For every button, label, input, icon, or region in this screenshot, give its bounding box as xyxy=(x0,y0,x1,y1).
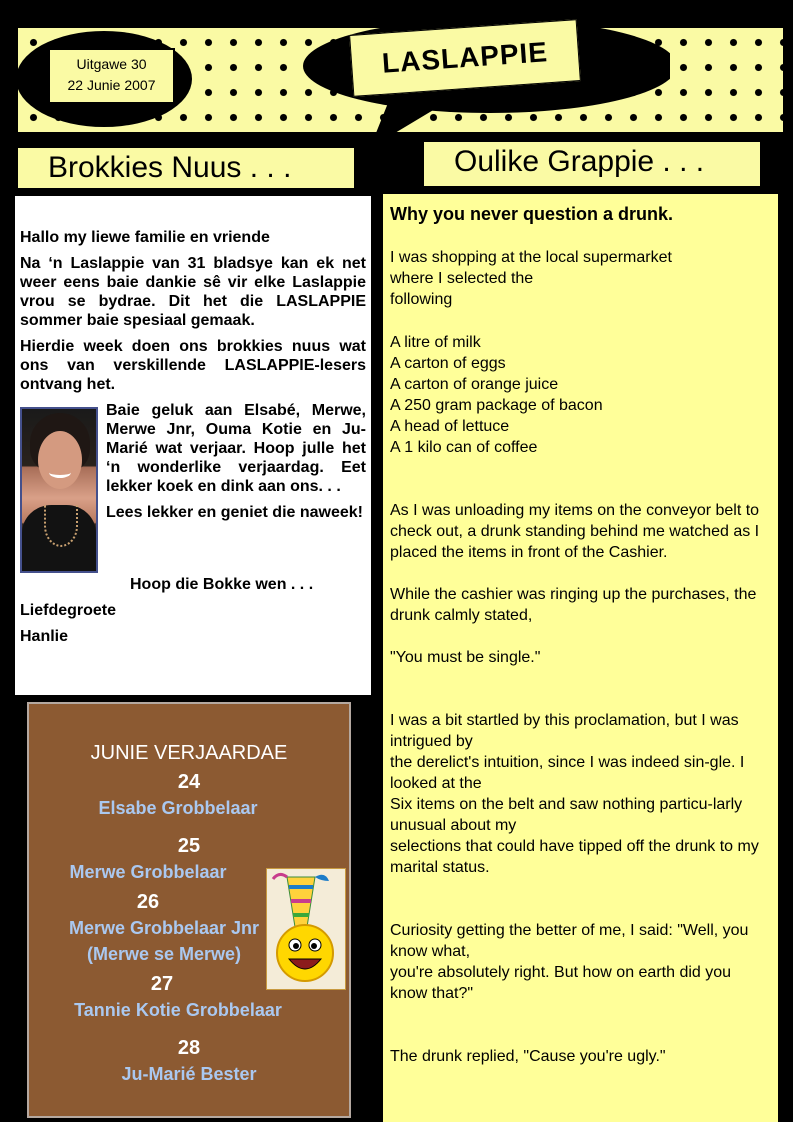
author-photo xyxy=(20,407,98,573)
joke-text: I was shopping at the local supermarket xyxy=(390,249,672,266)
joke-text: selections that could have tipped off the drunk to my marital status. xyxy=(390,838,759,876)
newsletter-title: LASLAPPIE xyxy=(349,19,581,97)
greeting: Hallo my liewe familie en vriende xyxy=(20,229,270,246)
sign-off: Liefdegroete xyxy=(20,602,117,619)
birthday-day: 25 xyxy=(177,835,201,857)
birthday-day: 27 xyxy=(150,973,174,995)
birthday-name: Elsabe Grobbelaar xyxy=(98,798,258,818)
joke-quote: "You must be single." xyxy=(390,649,541,666)
signature-name: Hanlie xyxy=(20,628,69,645)
shopping-item: A head of lettuce xyxy=(390,418,510,435)
joke-text: following xyxy=(390,291,453,308)
news-paragraph-5: Hoop die Bokke wen . . . xyxy=(130,576,314,593)
shopping-item: A litre of milk xyxy=(390,334,481,351)
joke-text: Curiosity getting the better of me, I said: "Well, you know what, xyxy=(390,922,749,960)
joke-punchline: The drunk replied, "Cause you're ugly." xyxy=(390,1048,666,1065)
grappie-heading: Oulike Grappie . . . xyxy=(422,140,762,188)
brokkies-heading: Brokkies Nuus . . . xyxy=(16,146,356,190)
shopping-item: A carton of orange juice xyxy=(390,376,559,393)
birthday-name-note: (Merwe se Merwe) xyxy=(86,944,242,964)
joke-text: you're absolutely right. But how on earth did you know that?" xyxy=(390,964,732,1002)
birthday-day: 28 xyxy=(177,1037,201,1059)
news-paragraph-4: Lees lekker en geniet die naweek! xyxy=(106,504,364,521)
birthday-day: 24 xyxy=(177,771,201,793)
joke-text: Six items on the belt and saw nothing particu-larly unusual about my xyxy=(390,796,743,834)
birthday-name: Merwe Grobbelaar xyxy=(69,862,227,882)
shopping-item: A carton of eggs xyxy=(390,355,506,372)
news-panel xyxy=(15,196,371,695)
news-paragraph-2: Hierdie week doen ons brokkies nuus wat ons van verskillende LASLAPPIE-lesers ontvang het. xyxy=(20,338,366,393)
joke-text: where I selected the xyxy=(390,270,534,287)
shopping-item: A 1 kilo can of coffee xyxy=(390,439,538,456)
joke-text: the derelict's intuition, since I was indeed sin-gle. I looked at the xyxy=(390,754,745,792)
shopping-item: A 250 gram package of bacon xyxy=(390,397,603,414)
birthdays-title: JUNIE VERJAARDAE xyxy=(90,742,288,764)
joke-title: Why you never question a drunk. xyxy=(390,204,674,224)
issue-date: 22 Junie 2007 xyxy=(67,77,156,93)
issue-number: Uitgawe 30 xyxy=(76,56,147,72)
news-paragraph-1: Na ‘n Laslappie van 31 bladsye kan ek net weer eens baie dankie sê vir elke Laslappie vrou se bydrae. Dit het die LASLAPPIE sommer baie spesiaal gemaak. xyxy=(20,255,366,329)
news-paragraph-3: Baie geluk aan Elsabé, Merwe, Merwe Jnr, Ouma Kotie en Ju-Marié wat verjaar. Hoop julle het ‘n wonderlike verjaardag. Eet lekker koek en dink aan ons. . . xyxy=(106,402,366,495)
birthday-name: Merwe Grobbelaar Jnr xyxy=(68,918,260,938)
birthday-day: 26 xyxy=(136,891,160,913)
birthday-name: Tannie Kotie Grobbelaar xyxy=(74,1000,282,1020)
joke-text: As I was unloading my items on the conveyor belt to check out, a drunk standing behind me watched as I placed the items in front of the Cashier. xyxy=(390,502,760,561)
birthday-name: Ju-Marié Bester xyxy=(121,1064,257,1084)
party-smiley-icon xyxy=(266,868,346,990)
joke-panel xyxy=(383,194,778,1122)
issue-box xyxy=(48,48,175,104)
joke-text: I was a bit startled by this proclamation, but I was intrigued by xyxy=(390,712,739,750)
joke-text: While the cashier was ringing up the purchases, the drunk calmly stated, xyxy=(390,586,757,624)
